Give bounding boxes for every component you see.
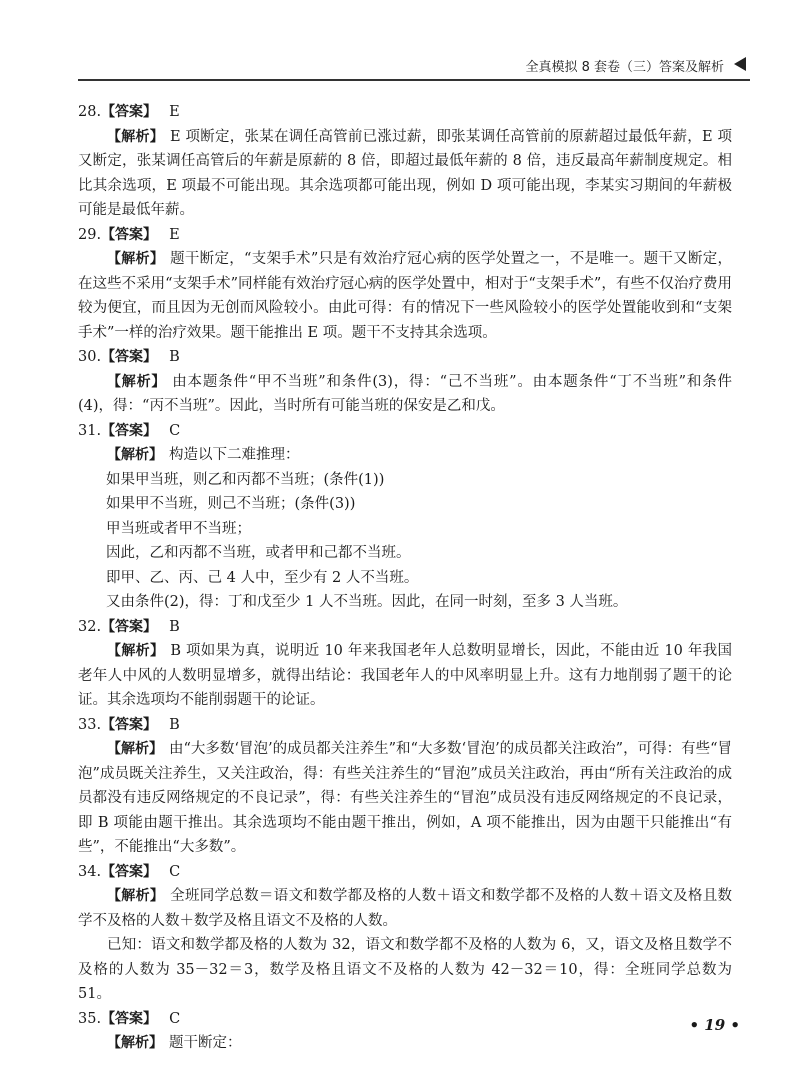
answer-label: 【答案】	[101, 104, 158, 120]
answer-label: 【答案】	[101, 422, 158, 439]
analysis-text: 由本题条件“甲不当班”和条件(3)，得：“己不当班”。由本题条件“丁不当班”和条件(4)，得：“丙不当班”。因此，当时所有可能当班的保安是乙和戊。	[78, 373, 733, 414]
analysis-label: 【解析】	[107, 373, 167, 390]
analysis-label: 【解析】	[107, 251, 165, 267]
analysis-text: 题干断定，“支架手术”只是有效治疗冠心病的医学处置之一，不是唯一。题干又断定，在这些不采用“支架手术”同样能有效治疗冠心病的医学处置中，相对于“支架手术”，有些不仅治疗费用较为便宜，而且因为无创而风险较小。由此可得：有的情况下一些风险较小的医学处置能收到和“支架手术”一样的治疗效果。题干能推出 E 项。题干不支持其余选项。	[78, 251, 733, 341]
analysis-32	[78, 639, 732, 713]
analysis-31	[78, 443, 732, 468]
reasoning-line: 如果甲当班，则乙和丙都不当班；(条件(1))	[106, 471, 385, 488]
answer-label: 【答案】	[101, 226, 158, 243]
reasoning-line: 如果甲不当班，则己不当班；(条件(3))	[106, 496, 356, 512]
analysis-text: E 项断定，张某在调任高管前已涨过薪，即张某调任高管前的原薪超过最低年薪，E 项又断定，张某调任高管后的年薪是原薪的 8 倍，即超过最低年薪的 8 倍，违反最高年薪制度规定。相比其余选项，E 项最不可能出现。其余选项都可能出现，例如 D 项可能出现，李某实习期间的年薪极可能是最低年薪。	[78, 128, 733, 218]
question-number: 28.	[78, 104, 102, 120]
analysis-label: 【解析】	[107, 1035, 163, 1051]
analysis-text: 由“大多数‘冒泡’的成员都关注养生”和“大多数‘冒泡’的成员都关注政治”，可得：有些“冒泡”成员既关注养生，又关注政治，得：有些关注养生的“冒泡”成员关注政治，再由“所有关注政治的成员都没有违反网络规定的不良记录”，得：有些关注养生的“冒泡”成员没有违反网络规定的不良记录，即 B 项能由题干推出。其余选项均不能由题干推出，例如，A 项不能推出，因为由题干只能推出“有些”，不能推出“大多数”。	[78, 741, 732, 855]
answer-line-30	[78, 345, 732, 370]
answer-content	[78, 100, 732, 1056]
left-triangle-icon	[734, 57, 746, 71]
answer-line-32	[78, 615, 732, 640]
analysis-28	[78, 125, 732, 223]
answer-line-33	[78, 713, 732, 738]
reasoning-line: 甲当班或者甲不当班；	[106, 520, 251, 537]
question-number: 34.	[78, 863, 102, 880]
analysis-label: 【解析】	[107, 888, 165, 904]
analysis-label: 【解析】	[107, 643, 165, 659]
header-rule	[78, 79, 750, 81]
header-title: 全真模拟 8 套卷（三）答案及解析	[525, 60, 724, 75]
reasoning-line: 即甲、乙、丙、己 4 人中，至少有 2 人不当班。	[106, 569, 419, 586]
analysis-label: 【解析】	[107, 128, 165, 145]
analysis-34	[78, 884, 732, 933]
page-number: • 19 •	[689, 1016, 740, 1034]
answer-label: 【答案】	[101, 716, 158, 733]
answer-letter: C	[169, 422, 181, 439]
analysis-text: 题干断定：	[169, 1035, 242, 1051]
answer-line-31	[78, 419, 732, 444]
question-number: 29.	[78, 226, 102, 243]
answer-line-34	[78, 860, 732, 885]
analysis-label: 【解析】	[107, 741, 163, 757]
question-number: 30.	[78, 349, 102, 365]
page-header	[78, 54, 750, 76]
answer-label: 【答案】	[101, 349, 158, 365]
question-number: 35.	[78, 1010, 102, 1027]
analysis-30	[78, 370, 732, 419]
answer-letter: B	[169, 349, 180, 365]
answer-line-35	[78, 1007, 732, 1032]
answer-label: 【答案】	[101, 618, 158, 635]
answer-letter: E	[169, 104, 180, 120]
answer-letter: E	[169, 226, 180, 243]
analysis-35	[78, 1031, 732, 1056]
analysis-34-extra: 已知：语文和数学都及格的人数为 32，语文和数学都不及格的人数为 6，又，语文及格且数学不及格的人数为 35－32＝3，数学及格且语文不及格的人数为 42－32＝10，得：全班同学总数为 51。	[78, 937, 732, 1002]
answer-letter: B	[169, 716, 180, 733]
answer-label: 【答案】	[101, 863, 158, 880]
answer-letter: B	[169, 618, 180, 635]
analysis-text: B 项如果为真，说明近 10 年来我国老年人总数明显增长，因此，不能由近 10 年我国老年人中风的人数明显增多，就得出结论：我国老年人的中风率明显上升。这有力地削弱了题干的论证。其余选项均不能削弱题干的论证。	[78, 643, 732, 708]
question-number: 31.	[78, 422, 102, 439]
answer-label: 【答案】	[101, 1010, 158, 1027]
question-number: 33.	[78, 716, 102, 733]
answer-line-28	[78, 100, 732, 125]
answer-letter: C	[169, 863, 181, 880]
question-number: 32.	[78, 618, 102, 635]
answer-line-29	[78, 223, 732, 248]
answer-letter: C	[169, 1010, 181, 1027]
analysis-text: 全班同学总数＝语文和数学都及格的人数＋语文和数学都不及格的人数＋语文及格且数学不及格的人数＋数学及格且语文不及格的人数。	[78, 888, 732, 929]
reasoning-line: 又由条件(2)，得：丁和戊至少 1 人不当班。因此，在同一时刻，至多 3 人当班。	[106, 594, 628, 610]
analysis-label: 【解析】	[107, 447, 163, 463]
analysis-text: 构造以下二难推理：	[169, 447, 300, 463]
reasoning-line: 因此，乙和丙都不当班，或者甲和己都不当班。	[106, 545, 411, 561]
analysis-29	[78, 247, 732, 345]
analysis-33	[78, 737, 732, 860]
